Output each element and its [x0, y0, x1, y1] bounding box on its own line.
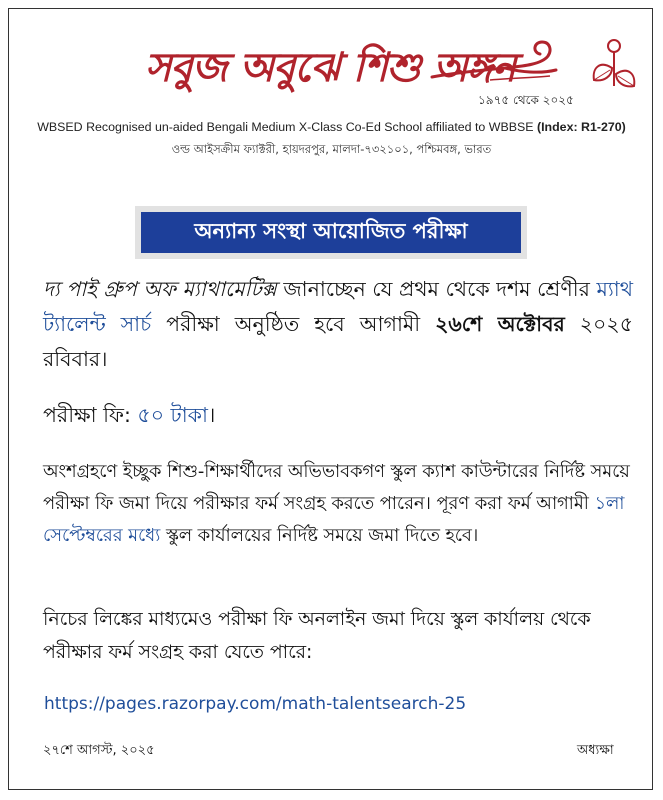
- since-year: ১৯৭৫ থেকে ২০২৫: [478, 93, 574, 107]
- form-collection-paragraph: [43, 456, 633, 552]
- school-logo-title: সবুজ অবুঝে শিশু অঙ্গন: [145, 44, 516, 91]
- recognition-line: [0, 120, 663, 134]
- fee-end: ।: [207, 403, 216, 427]
- announcement-text: পরীক্ষা অনুষ্ঠিত হবে আগামী: [151, 312, 436, 336]
- fee-amount: ৫০ টাকা: [137, 403, 208, 427]
- index-number: (Index: R1-270): [536, 120, 626, 134]
- online-payment-paragraph: নিচের লিঙ্কের মাধ্যমেও পরীক্ষা ফি অনলাইন জমা দিয়ে স্কুল কার্যালয় থেকে পরীক্ষার ফর্ম সংগ্রহ করা যেতে পারে:: [43, 609, 591, 663]
- exam-announcement-paragraph: [43, 272, 633, 377]
- razorpay-payment-link[interactable]: https://pages.razorpay.com/math-talentsearch-25: [44, 694, 467, 714]
- logo-swash-decoration: [430, 22, 560, 92]
- exam-fee-line: [43, 398, 633, 433]
- form-text: স্কুল কার্যালয়ের নির্দিষ্ট সময়ে জমা দিতে হবে।: [160, 525, 479, 546]
- leaf-emblem-icon: [590, 38, 638, 90]
- fee-label: পরীক্ষা ফি:: [43, 403, 138, 427]
- principal-signatory: অধ্যক্ষা: [577, 743, 614, 758]
- announcement-text: জানাচ্ছেন যে প্রথম থেকে দশম শ্রেণীর: [276, 277, 597, 301]
- exam-name: ম্যাথ ট্যালেন্ট সার্চ: [43, 277, 633, 336]
- submission-deadline: ১লা সেপ্টেম্বরের মধ্যে: [43, 493, 625, 546]
- organizer-name: দ্য পাই গ্রুপ অফ ম্যাথামেটিক্স: [43, 277, 277, 301]
- form-text: অংশগ্রহণে ইচ্ছুক শিশু-শিক্ষার্থীদের অভিভাবকগণ স্কুল ক্যাশ কাউন্টারের নির্দিষ্ট সময়ে পরীক্ষা ফি জমা দিয়ে পরীক্ষার ফর্ম সংগ্রহ করতে পারেন। পূরণ করা ফর্ম আগামী: [43, 461, 630, 514]
- exam-date: ২৬শে অক্টোবর: [435, 312, 565, 336]
- recognition-text: WBSED Recognised un-aided Bengali Medium X-Class Co-Ed School affiliated to WBBSE: [37, 120, 534, 134]
- notice-banner: অন্যান্য সংস্থা আয়োজিত পরীক্ষা: [141, 212, 521, 253]
- school-address: ওল্ড আইসক্রীম ফ্যাক্টরী, হায়দরপুর, মালদা-৭৩২১০১, পশ্চিমবঙ্গ, ভারত: [171, 142, 492, 156]
- announcement-text: ২০২৫ রবিবার।: [43, 312, 633, 371]
- notice-date: ২৭শে আগস্ট, ২০২৫: [43, 743, 155, 758]
